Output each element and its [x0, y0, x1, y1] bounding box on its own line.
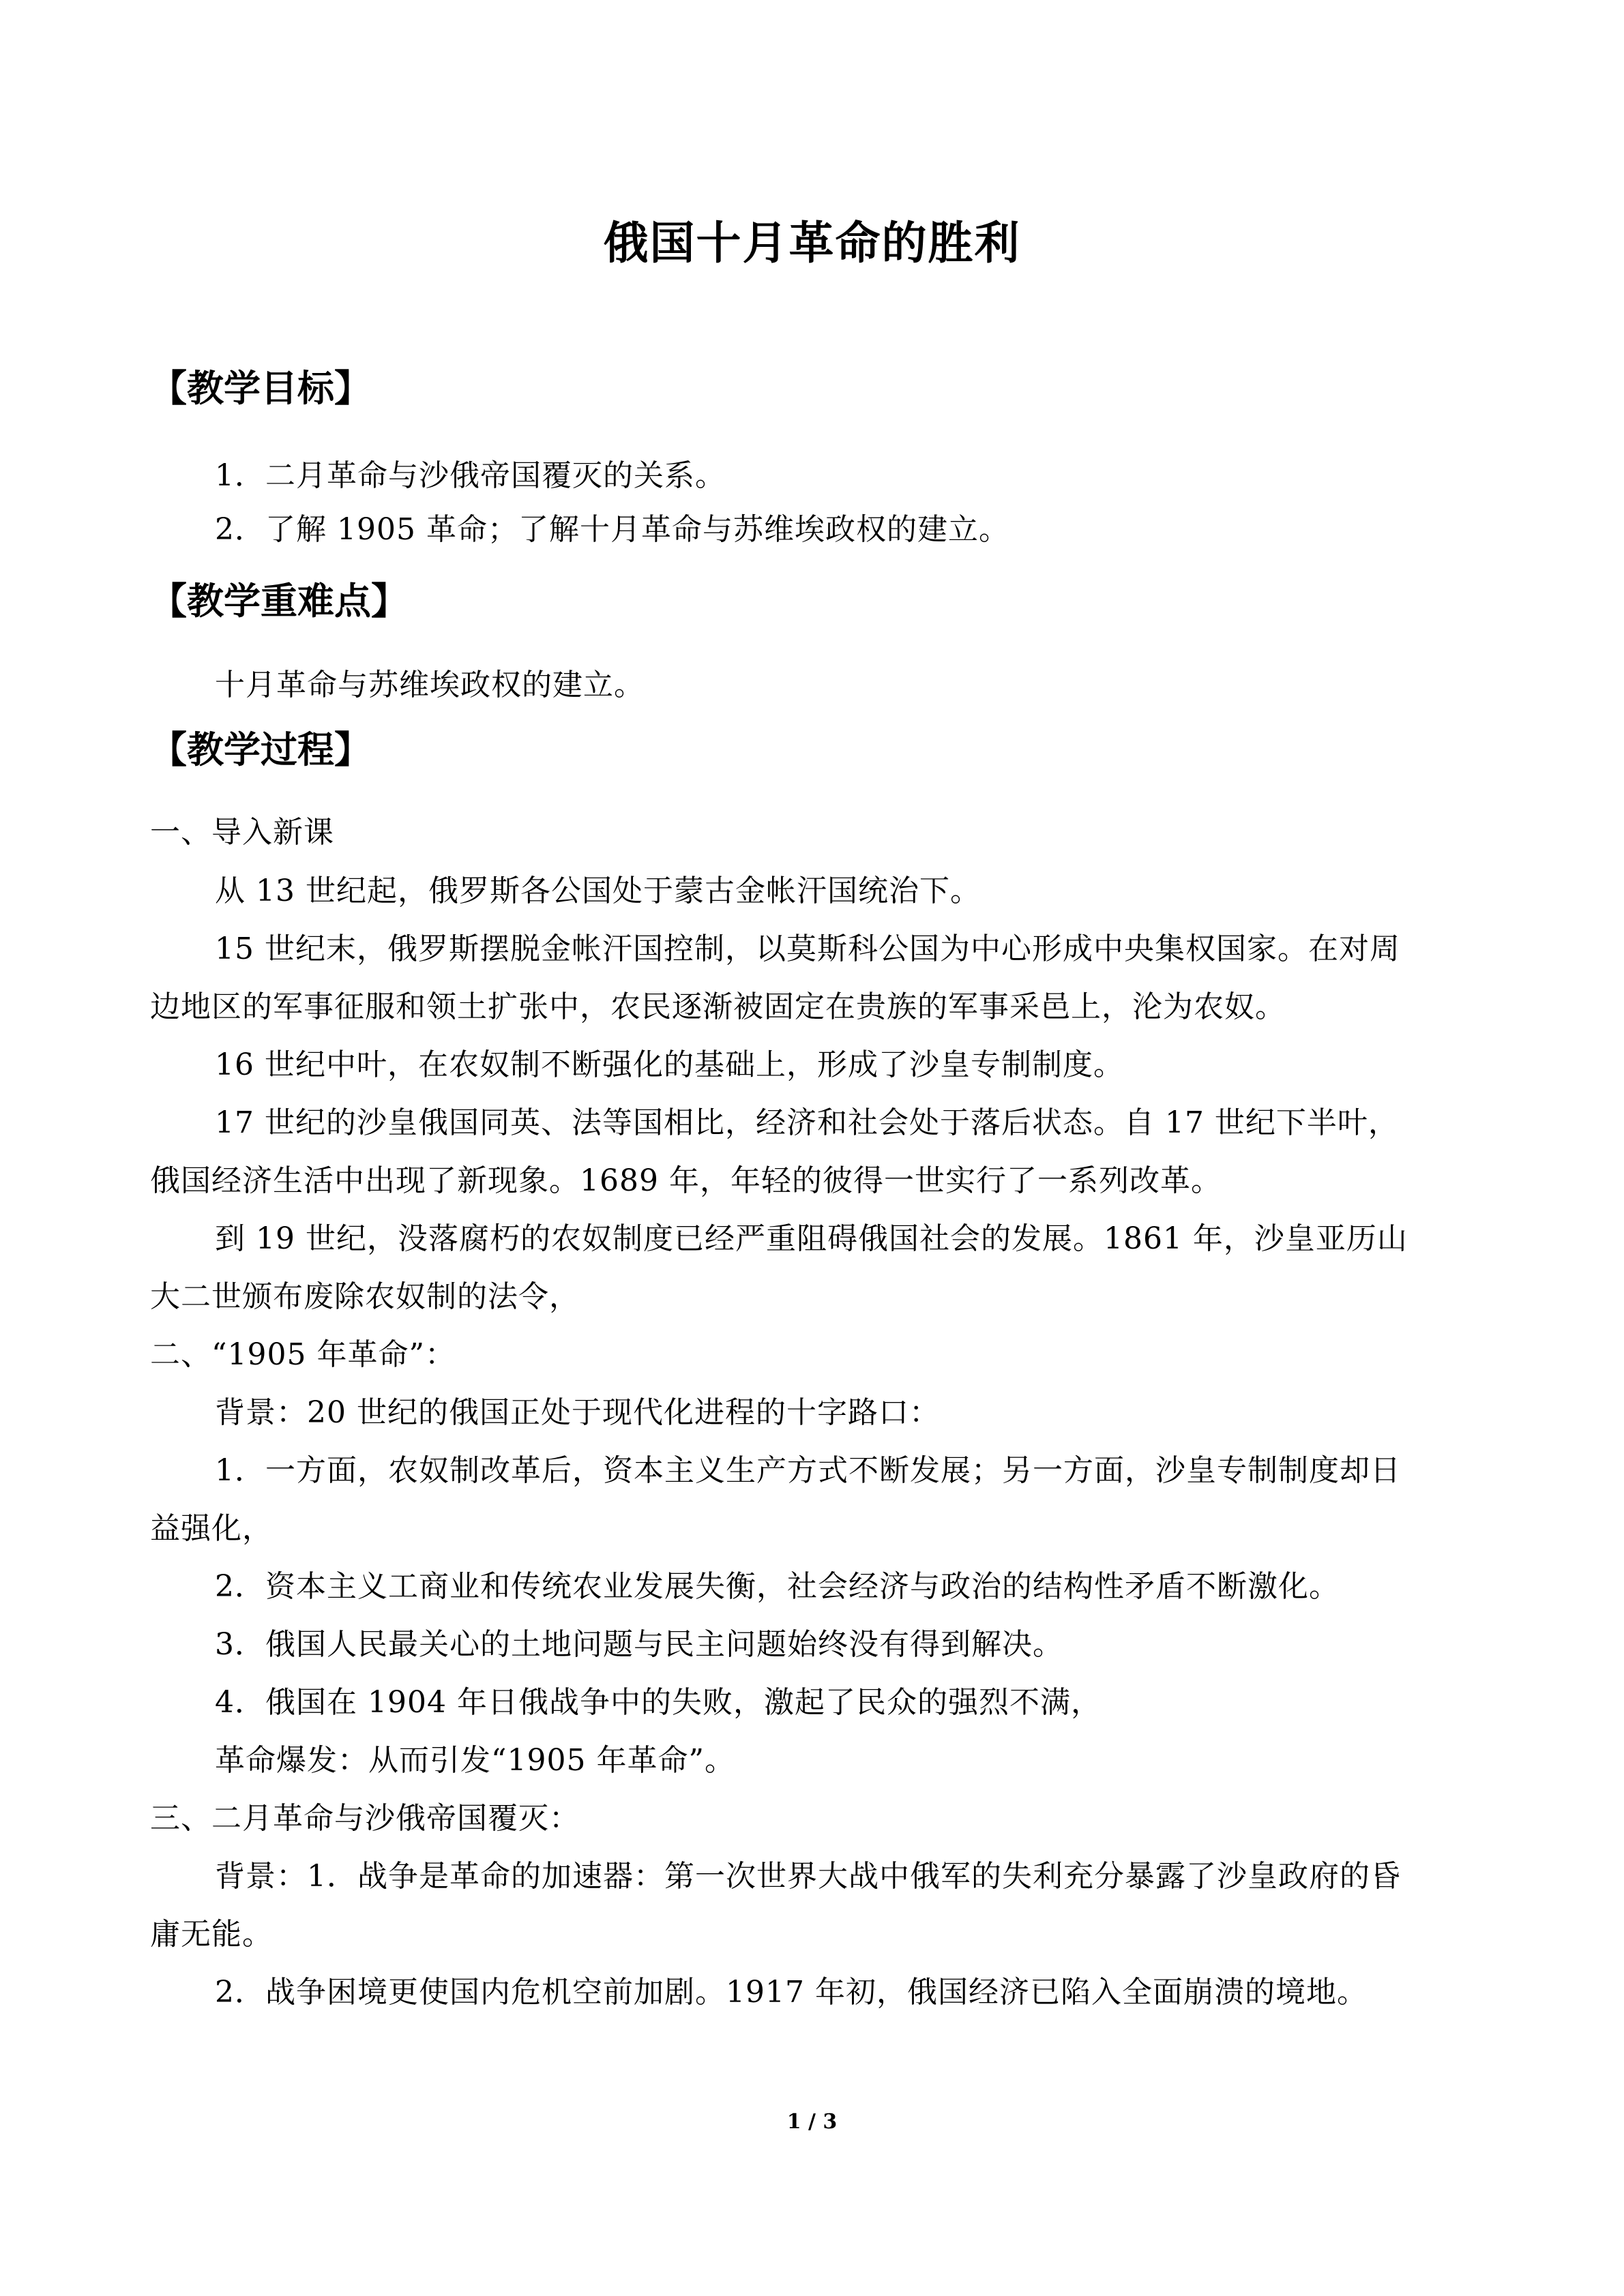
heading-key-points: 【教学重难点】 [150, 580, 408, 623]
section-2-item-1-line-1: 1．一方面，农奴制改革后，资本主义生产方式不断发展；另一方面，沙皇专制制度却日 [215, 1453, 1401, 1488]
page-title: 俄国十月革命的胜利 [603, 217, 1021, 269]
paragraph-4-line-1: 17 世纪的沙皇俄国同英、法等国相比，经济和社会处于落后状态。自 17 世纪下半叶， [215, 1105, 1399, 1140]
objective-item-2: 2．了解 1905 革命；了解十月革命与苏维埃政权的建立。 [215, 512, 1009, 547]
page-number: 1 / 3 [786, 2110, 838, 2134]
section-3-background-line-1: 背景：1．战争是革命的加速器：第一次世界大战中俄军的失利充分暴露了沙皇政府的昏 [215, 1859, 1401, 1894]
section-3-item-2: 2．战争困境更使国内危机空前加剧。1917 年初，俄国经济已陷入全面崩溃的境地。 [215, 1975, 1368, 2010]
paragraph-5-line-1: 到 19 世纪，没落腐朽的农奴制度已经严重阻碍俄国社会的发展。1861 年，沙皇亚历山 [215, 1221, 1408, 1256]
heading-process: 【教学过程】 [150, 728, 371, 771]
key-points-text: 十月革命与苏维埃政权的建立。 [215, 668, 645, 702]
section-2-outbreak: 革命爆发：从而引发“1905 年革命”。 [215, 1743, 735, 1778]
section-1-title: 一、导入新课 [150, 815, 334, 850]
paragraph-2-line-2: 边地区的军事征服和领土扩张中，农民逐渐被固定在贵族的军事采邑上，沦为农奴。 [150, 989, 1286, 1024]
section-2-item-3: 3．俄国人民最关心的土地问题与民主问题始终没有得到解决。 [215, 1627, 1063, 1662]
paragraph-4-line-2: 俄国经济生活中出现了新现象。1689 年，年轻的彼得一世实行了一系列改革。 [150, 1163, 1222, 1198]
paragraph-1: 从 13 世纪起，俄罗斯各公国处于蒙古金帐汗国统治下。 [215, 874, 981, 908]
section-3-title: 三、二月革命与沙俄帝国覆灭： [150, 1801, 580, 1836]
section-2-background: 背景：20 世纪的俄国正处于现代化进程的十字路口： [215, 1395, 940, 1430]
paragraph-3: 16 世纪中叶，在农奴制不断强化的基础上，形成了沙皇专制制度。 [215, 1047, 1124, 1082]
section-3-background-line-2: 庸无能。 [150, 1917, 273, 1952]
section-2-title: 二、“1905 年革命”： [150, 1337, 456, 1372]
section-2-item-2: 2．资本主义工商业和传统农业发展失衡，社会经济与政治的结构性矛盾不断激化。 [215, 1569, 1340, 1604]
section-2-item-4: 4．俄国在 1904 年日俄战争中的失败，激起了民众的强烈不满， [215, 1685, 1102, 1720]
paragraph-2-line-1: 15 世纪末，俄罗斯摆脱金帐汗国控制，以莫斯科公国为中心形成中央集权国家。在对周 [215, 931, 1400, 966]
objective-item-1: 1．二月革命与沙俄帝国覆灭的关系。 [215, 458, 726, 493]
heading-objectives: 【教学目标】 [150, 367, 371, 410]
section-2-item-1-line-2: 益强化， [150, 1511, 273, 1546]
paragraph-5-line-2: 大二世颁布废除农奴制的法令， [150, 1279, 580, 1314]
